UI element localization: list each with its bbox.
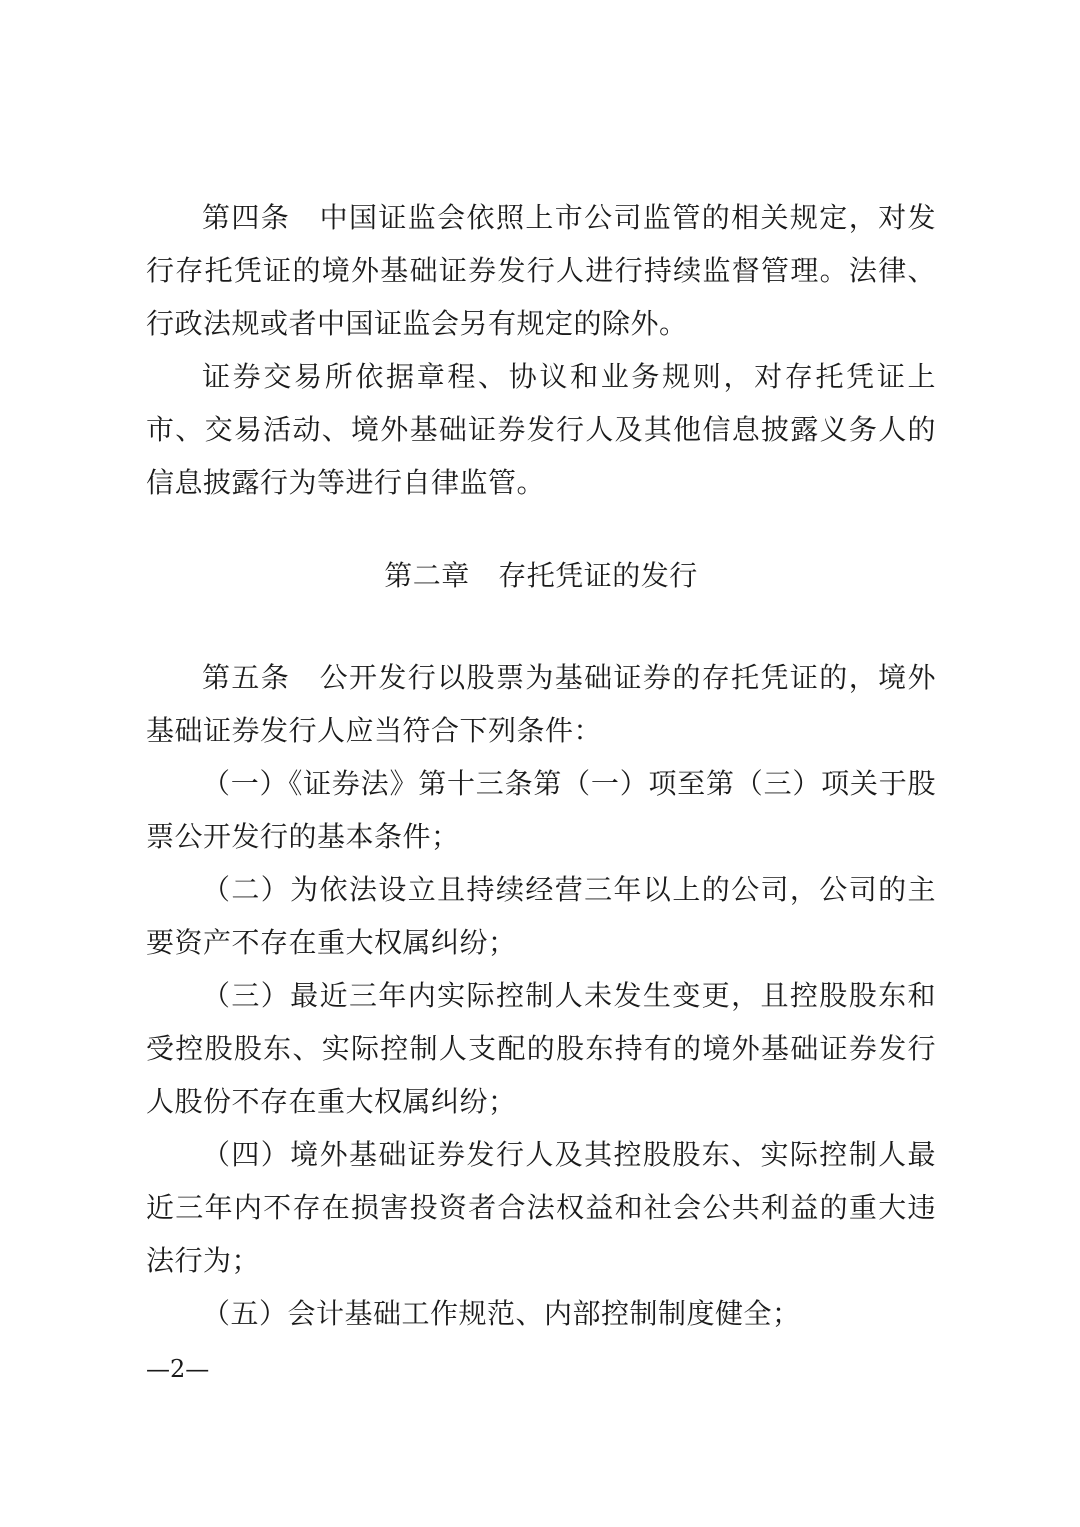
condition-item-3: （三）最近三年内实际控制人未发生变更，且控股股东和受控股股东、实际控制人支配的股东持有的境外基础证券发行人股份不存在重大权属纠纷； [146,979,936,1118]
article-5-intro: 第五条 公开发行以股票为基础证券的存托凭证的，境外基础证券发行人应当符合下列条件： [146,661,936,747]
condition-item-4: （四）境外基础证券发行人及其控股股东、实际控制人最近三年内不存在损害投资者合法权益和社会公共利益的重大违法行为； [146,1138,936,1277]
condition-item-1: （一）《证券法》第十三条第（一）项至第（三）项关于股票公开发行的基本条件； [146,767,936,853]
exchange-supervision-paragraph: 证券交易所依据章程、协议和业务规则，对存托凭证上市、交易活动、境外基础证券发行人及其他信息披露义务人的信息披露行为等进行自律监管。 [146,360,936,499]
condition-item-5: （五）会计基础工作规范、内部控制制度健全； [202,1297,801,1330]
chapter-heading: 第二章 存托凭证的发行 [384,559,698,592]
page-number: —2— [146,1355,210,1383]
condition-item-2: （二）为依法设立且持续经营三年以上的公司，公司的主要资产不存在重大权属纠纷； [146,873,936,959]
article-4-paragraph: 第四条 中国证监会依照上市公司监管的相关规定，对发行存托凭证的境外基础证券发行人进行持续监督管理。法律、行政法规或者中国证监会另有规定的除外。 [146,201,936,340]
